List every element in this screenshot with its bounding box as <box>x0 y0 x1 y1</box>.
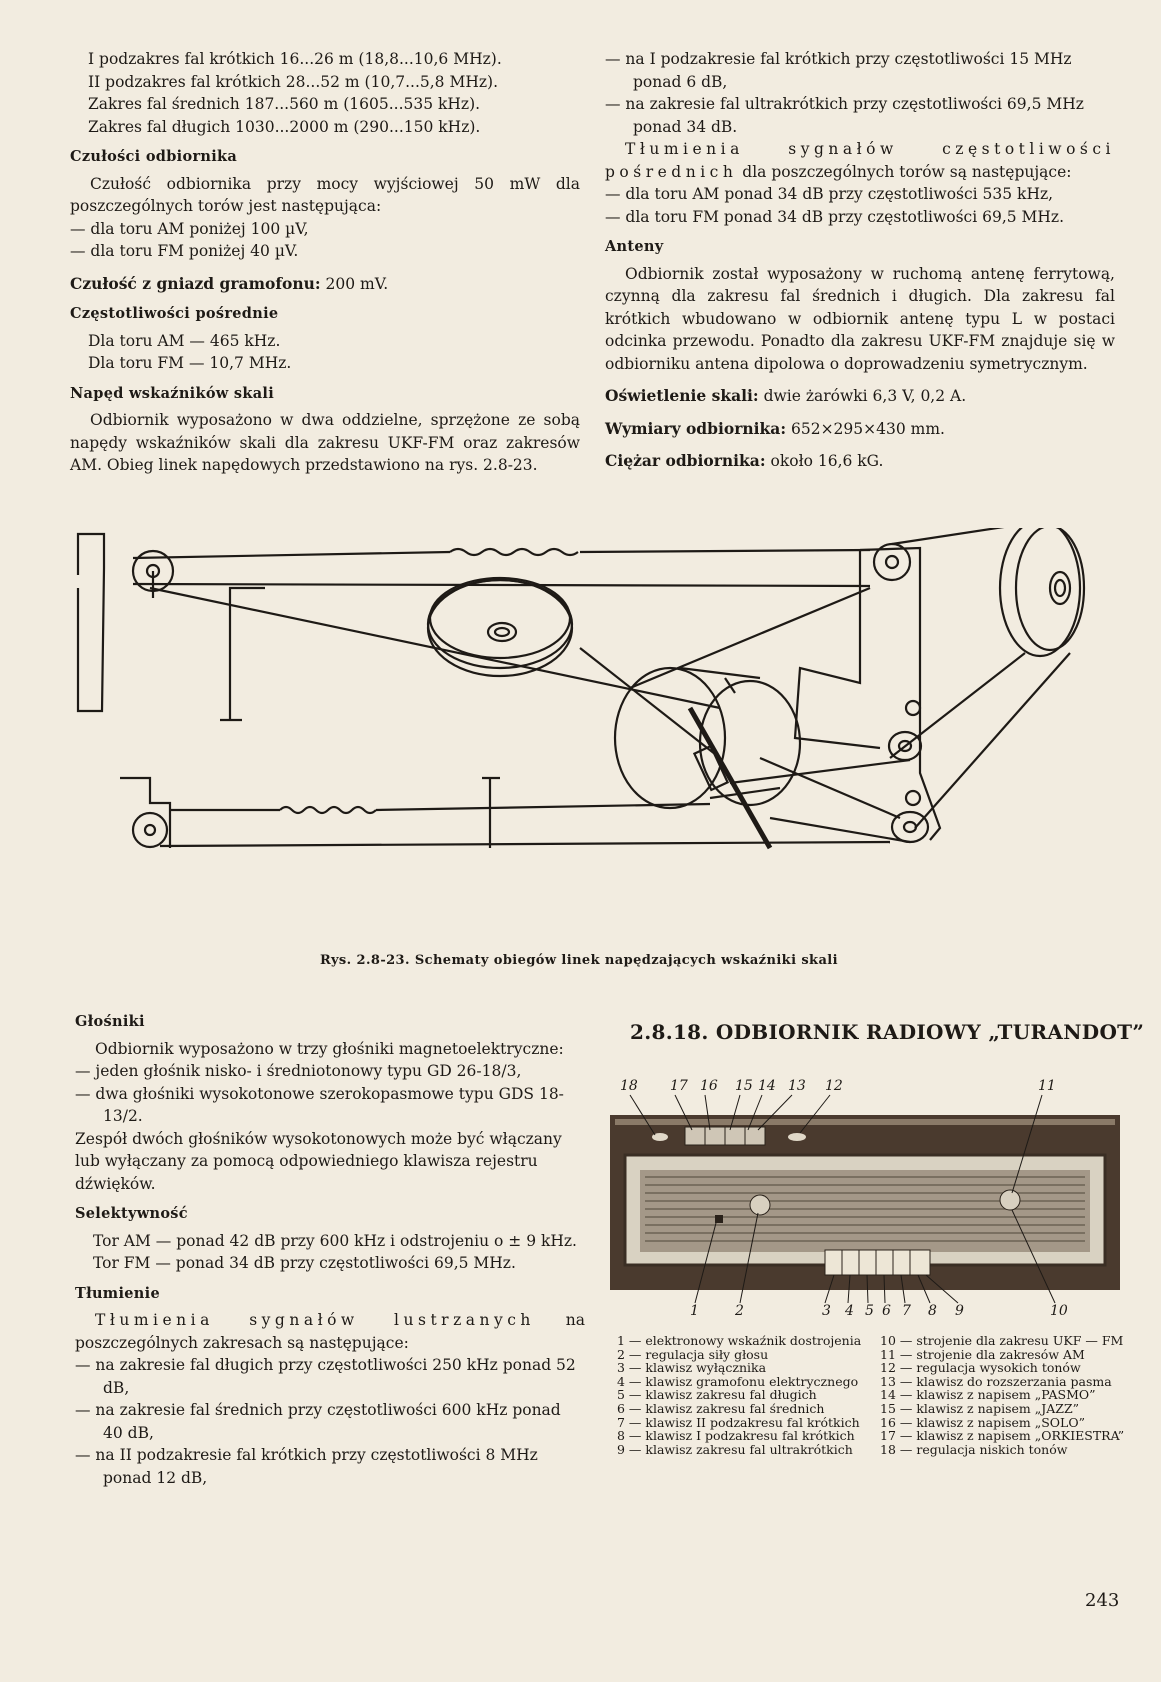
callout-11: 11 <box>1038 1078 1056 1094</box>
callout-15: 15 <box>735 1078 753 1094</box>
callout-8: 8 <box>928 1303 937 1319</box>
image-att-spaced: Tłumienia sygnałów lustrzanych <box>95 1311 535 1329</box>
if-att-am: — dla toru AM ponad 34 dB przy częstotliwości 535 kHz, <box>605 185 1054 203</box>
sensitivity-fm: — dla toru FM poniżej 40 µV. <box>70 242 299 260</box>
range-lw: Zakres fal długich 1030...2000 m (290...150 kHz). <box>88 117 481 136</box>
legend-item: 2 — regulacja siły głosu <box>617 1346 769 1362</box>
attenuation-heading: Tłumienie <box>75 1284 160 1302</box>
callout-6: 6 <box>882 1303 891 1319</box>
legend-item: 5 — klawisz zakresu fal długich <box>617 1387 817 1403</box>
callout-4: 4 <box>845 1303 854 1319</box>
att-lw: — na zakresie fal długich przy częstotliwości 250 kHz ponad 52 dB, <box>75 1356 576 1397</box>
sensitivity-heading: Czułości odbiornika <box>70 148 238 165</box>
att-sw2: — na II podzakresie fal krótkich przy częstotliwości 8 MHz ponad 12 dB, <box>75 1446 538 1487</box>
legend-left <box>617 1334 862 1456</box>
callout-13: 13 <box>788 1078 806 1094</box>
lighting-value: dwie żarówki 6,3 V, 0,2 A. <box>763 387 967 405</box>
weight <box>605 450 1115 473</box>
if-att-spaced: Tłumienia sygnałów częstotliwości pośrednich <box>605 140 1115 181</box>
lighting-label: Oświetlenie skali: <box>605 386 759 405</box>
callout-5: 5 <box>865 1303 874 1319</box>
att-mw: — na zakresie fal średnich przy częstotliwości 600 kHz ponad 40 dB, <box>75 1401 561 1442</box>
section-title: 2.8.18. ODBIORNIK RADIOWY „TURANDOT” <box>630 1020 1145 1044</box>
turandot-front-panel <box>610 1075 1130 1325</box>
speakers-heading: Głośniki <box>75 1013 145 1030</box>
callout-2: 2 <box>735 1303 744 1319</box>
lighting <box>605 385 1115 408</box>
legend-item: 4 — klawisz gramofonu elektrycznego <box>617 1373 859 1389</box>
sensitivity-am: — dla toru AM poniżej 100 µV, <box>70 219 309 238</box>
legend-item: 11 — strojenie dla zakresów AM <box>880 1346 1085 1362</box>
callout-9: 9 <box>955 1303 964 1319</box>
image-att-intro <box>75 1309 585 1354</box>
weight-value: około 16,6 kG. <box>770 452 884 470</box>
legend-item: 8 — klawisz I podzakresu fal krótkich <box>617 1428 855 1444</box>
dimensions <box>605 418 1115 441</box>
legend-item: 14 — klawisz z napisem „PASMO” <box>880 1387 1096 1403</box>
selectivity-heading: Selektywność <box>75 1205 188 1222</box>
callout-3: 3 <box>822 1303 831 1319</box>
dimensions-label: Wymiary odbiornika: <box>605 418 787 438</box>
legend-item: 1 — elektronowy wskaźnik dostrojenia <box>617 1333 862 1348</box>
legend-item: 17 — klawisz z napisem „ORKIESTRA” <box>880 1428 1125 1444</box>
speakers-intro: Odbiornik wyposażono w trzy głośniki magnetoelektryczne: <box>95 1039 564 1058</box>
if-am: Dla toru AM — 465 kHz. <box>88 331 281 350</box>
speakers-column <box>75 1003 585 1489</box>
range-sw2: II podzakres fal krótkich 28...52 m (10,7...5,8 MHz). <box>88 72 499 91</box>
image-att-rest: na poszczególnych zakresach są następujące: <box>75 1311 585 1352</box>
legend-item: 16 — klawisz z napisem „SOLO” <box>880 1414 1085 1430</box>
legend-item: 18 — regulacja niskich tonów <box>880 1441 1068 1457</box>
speaker-item-2: — dwa głośniki wysokotonowe szerokopasmowe typu GDS 18-13/2. <box>75 1084 564 1125</box>
drive-heading: Napęd wskaźników skali <box>70 384 275 402</box>
legend-item: 10 — strojenie dla zakresu UKF — FM <box>880 1333 1124 1348</box>
callout-18: 18 <box>620 1078 638 1094</box>
legend-item: 15 — klawisz z napisem „JAZZ” <box>880 1400 1080 1416</box>
dial-cord-diagram <box>70 528 1120 938</box>
weight-label: Ciężar odbiornika: <box>605 451 766 470</box>
selectivity-am: Tor AM — ponad 42 dB przy 600 kHz i odstrojeniu o ± 9 kHz. <box>93 1231 577 1250</box>
att-ukf: — na zakresie fal ultrakrótkich przy częstotliwości 69,5 MHz ponad 34 dB. <box>605 95 1084 136</box>
legend-item: 9 — klawisz zakresu fal ultrakrótkich <box>617 1441 853 1457</box>
callout-16: 16 <box>700 1078 718 1094</box>
antennas-text: Odbiornik został wyposażony w ruchomą antenę ferrytową, czynną dla zakresu fal średnich i długich. Dla zakresu fal krótkich wbudowano w odbiornik antenę typu L w postaci odcinka przewodu. Ponadto dla zakresu UKF-FM znajduje się w odbiorniku antena dipolowa o doprowadzeniu symetrycznym. <box>605 264 1115 373</box>
if-fm: Dla toru FM — 10,7 MHz. <box>88 354 292 372</box>
sensitivity-intro: Czułość odbiornika przy mocy wyjściowej 50 mW dla poszczególnych torów jest następująca: <box>70 174 580 215</box>
phono-label: Czułość z gniazd gramofonu: <box>70 273 321 293</box>
callout-1: 1 <box>690 1303 699 1319</box>
selectivity-fm: Tor FM — ponad 34 dB przy częstotliwości 69,5 MHz. <box>93 1254 516 1272</box>
dimensions-value: 652×295×430 mm. <box>790 419 945 438</box>
left-column <box>70 48 580 477</box>
page-number: 243 <box>1085 1590 1120 1611</box>
callout-10: 10 <box>1050 1303 1068 1319</box>
antennas-heading: Anteny <box>605 238 664 255</box>
legend-item: 7 — klawisz II podzakresu fal krótkich <box>617 1414 860 1430</box>
legend-item: 13 — klawisz do rozszerzania pasma <box>880 1373 1112 1389</box>
drive-text: Odbiornik wyposażono w dwa oddzielne, sprzężone ze sobą napędy wskaźników skali dla zakresu UKF-FM oraz zakresów AM. Obieg linek napędowych przedstawiono na rys. 2.8-23. <box>70 411 580 474</box>
callout-12: 12 <box>825 1078 843 1094</box>
legend-item: 3 — klawisz wyłącznika <box>617 1360 767 1376</box>
speaker-item-1: — jeden głośnik nisko- i średniotonowy typu GD 26-18/3, <box>75 1062 522 1080</box>
if-att-intro <box>605 138 1115 183</box>
if-att-rest: dla poszczególnych torów są następujące: <box>742 162 1072 181</box>
if-heading: Częstotliwości pośrednie <box>70 305 279 322</box>
right-column <box>605 48 1115 473</box>
callout-7: 7 <box>902 1303 911 1319</box>
range-sw1: I podzakres fal krótkich 16...26 m (18,8...10,6 MHz). <box>88 50 502 68</box>
att-sw1: — na I podzakresie fal krótkich przy częstotliwości 15 MHz ponad 6 dB, <box>605 50 1072 91</box>
legend-item: 6 — klawisz zakresu fal średnich <box>617 1400 825 1416</box>
figure-caption: Rys. 2.8-23. Schematy obiegów linek napędzających wskaźniki skali <box>320 953 838 968</box>
phono-sensitivity <box>70 273 580 296</box>
phono-value: 200 mV. <box>325 274 389 293</box>
range-mw: Zakres fal średnich 187...560 m (1605...535 kHz). <box>88 95 481 113</box>
legend-right <box>880 1334 1130 1456</box>
callout-14: 14 <box>758 1078 776 1094</box>
if-att-fm: — dla toru FM ponad 34 dB przy częstotliwości 69,5 MHz. <box>605 207 1065 226</box>
speakers-note: Zespół dwóch głośników wysokotonowych może być włączany lub wyłączany za pomocą odpowiedniego klawisza rejestru dźwięków. <box>75 1129 562 1193</box>
legend-item: 12 — regulacja wysokich tonów <box>880 1360 1081 1376</box>
callout-17: 17 <box>670 1078 688 1094</box>
